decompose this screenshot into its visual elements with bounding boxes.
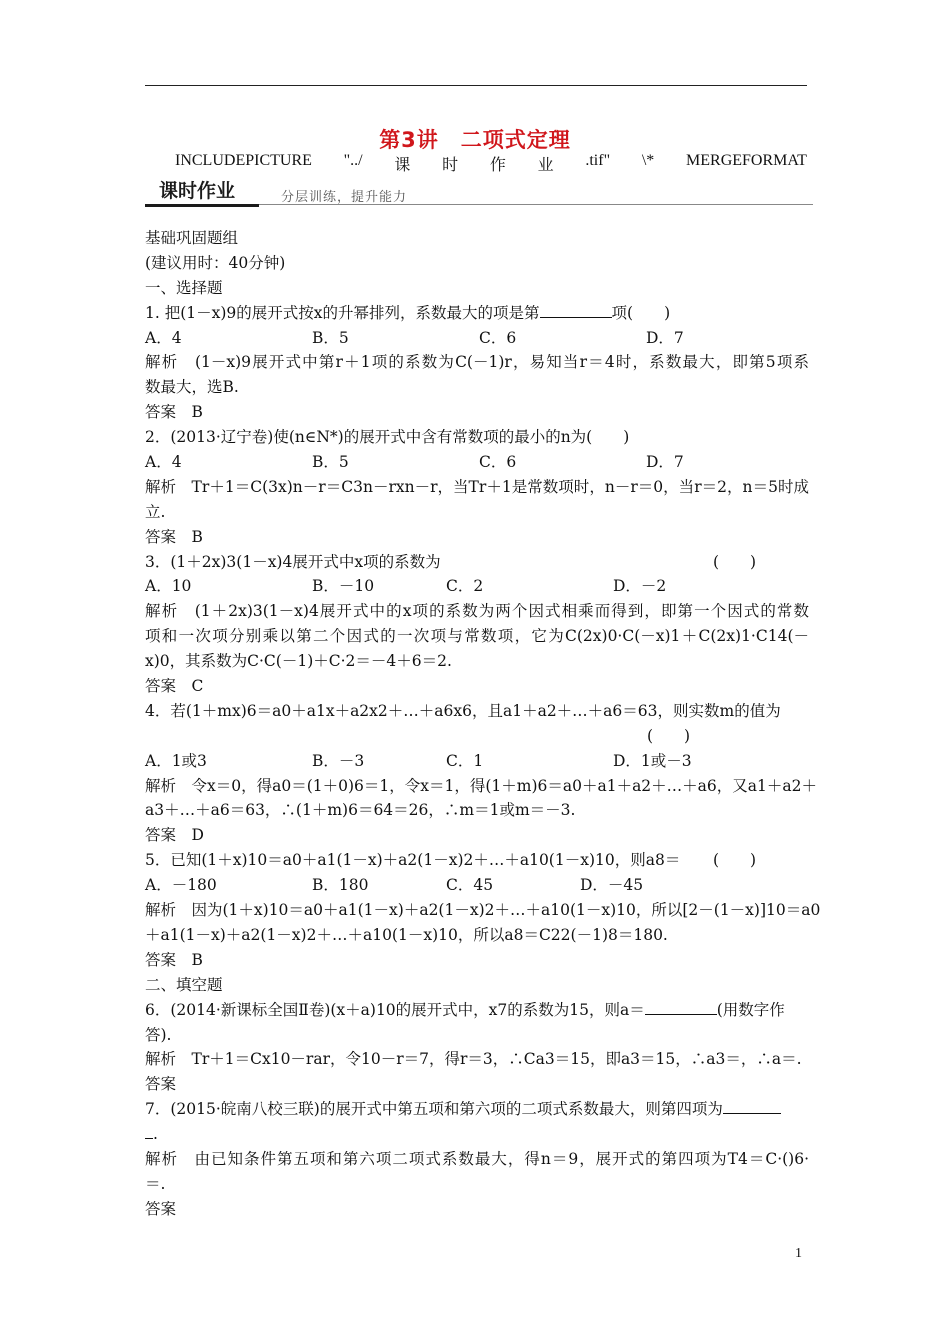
- option-a: A．4: [145, 328, 182, 347]
- question-4-options: [145, 749, 809, 774]
- section-heading: 二、填空题: [145, 975, 223, 994]
- header-rule: [145, 85, 807, 86]
- option-d: D．－45: [580, 876, 644, 895]
- answer-line: 答案 D: [145, 826, 204, 845]
- question-2-options: [145, 450, 809, 475]
- include-part: 作: [489, 157, 506, 174]
- answer-paren: ( ): [647, 726, 691, 745]
- option-b: B．5: [312, 328, 349, 347]
- question-4-paren-line: [145, 724, 809, 749]
- include-part: INCLUDEPICTURE: [175, 152, 312, 169]
- option-a: A．10: [145, 577, 192, 596]
- answer-paren: ( ): [713, 851, 757, 870]
- question-text: 项( ): [611, 303, 671, 322]
- answer-paren: ( ): [713, 552, 757, 571]
- answer-line: 答案 B: [145, 950, 203, 969]
- question-text: 3．(1＋2x)3(1－x)4展开式中x项的系数为: [145, 552, 441, 571]
- answer-blank: [645, 998, 717, 1015]
- option-a: A．4: [145, 453, 182, 472]
- section-heading: 一、选择题: [145, 278, 223, 297]
- question-4-stem: 4．若(1＋mx)6＝a0＋a1x＋a2x2＋…＋a6x6，且a1＋a2＋…＋a6＝63，则实数m的值为: [145, 701, 781, 720]
- option-d: D．7: [646, 328, 684, 347]
- question-text: 6．(2014·新课标全国Ⅱ卷)(x＋a)10的展开式中，x7的系数为15，则a＝: [145, 1000, 645, 1019]
- include-part: 课: [394, 157, 411, 174]
- question-6-stem: [145, 998, 809, 1023]
- question-7-stem: [145, 1097, 809, 1122]
- exercise-body: [145, 226, 821, 1222]
- answer-line: 答案 B: [145, 403, 203, 422]
- solution-line: 解析 (1－x)9展开式中第r＋1项的系数为C(－1)r，易知当r＝4时，系数最大，即第5项系: [145, 353, 809, 372]
- option-b: B．－10: [312, 577, 375, 596]
- solution-line: 数最大，选B.: [145, 378, 239, 397]
- question-text: 5．已知(1＋x)10＝a0＋a1(1－x)＋a2(1－x)2＋…＋a10(1－x)10，则a8＝: [145, 851, 681, 870]
- solution-line: x)0，其系数为C·C(－1)＋C·2＝－4＋6＝2.: [145, 652, 452, 671]
- solution-line: 解析 (1＋2x)3(1－x)4展开式中的x项的系数为两个因式相乘而得到，即第一个因式的常数: [145, 602, 809, 621]
- question-5-stem: [145, 848, 809, 873]
- answer-line: 答案 C: [145, 677, 204, 696]
- option-c: C．2: [446, 577, 484, 596]
- answer-blank: [145, 1122, 153, 1139]
- include-part: 时: [442, 157, 459, 174]
- banner-underline: [145, 204, 259, 207]
- include-part: \*: [641, 152, 655, 169]
- option-b: B．5: [312, 453, 349, 472]
- include-part: 业: [537, 157, 554, 174]
- solution-line: 解析 Tr＋1＝C(3x)n－r＝C3n－rxn－r，当Tr＋1是常数项时，n－r＝0，当r＝2，n＝5时成: [145, 477, 809, 496]
- question-1-options: [145, 326, 809, 351]
- question-2-stem: 2．(2013·辽宁卷)使(n∈N*)的展开式中含有常数项的最小的n为( ): [145, 428, 630, 447]
- question-5-options: [145, 873, 809, 898]
- question-3-stem: [145, 550, 809, 575]
- solution-line: a3＋…＋a6＝63，∴(1＋m)6＝64＝26，∴m＝1或m＝－3.: [145, 801, 576, 820]
- page-title: 第3讲 二项式定理: [379, 128, 571, 152]
- include-part: "../: [343, 152, 363, 169]
- homework-banner: [145, 178, 813, 210]
- option-c: C．45: [446, 876, 494, 895]
- suggested-time: (建议用时：40分钟): [145, 253, 286, 272]
- option-b: B．180: [312, 876, 369, 895]
- solution-line: 解析 由已知条件第五项和第六项二项式系数最大，得n＝9，展开式的第四项为T4＝C·()6·: [145, 1149, 809, 1168]
- option-a: A．－180: [145, 876, 217, 895]
- solution-line: 解析 令x＝0，得a0＝(1＋0)6＝1，令x＝1，得(1＋m)6＝a0＋a1＋a2＋…＋a6，又a1＋a2＋: [145, 776, 817, 795]
- include-field-code: [175, 152, 807, 175]
- question-6-stem-cont: 答).: [145, 1025, 172, 1044]
- option-d: D．7: [646, 453, 684, 472]
- include-part: MERGEFORMAT: [686, 152, 807, 169]
- option-c: C．6: [479, 453, 517, 472]
- answer-line: 答案: [145, 1075, 177, 1094]
- option-c: C．6: [479, 328, 517, 347]
- group-heading: 基础巩固题组: [145, 229, 239, 247]
- option-d: D．1或－3: [613, 751, 692, 770]
- option-b: B．－3: [312, 751, 365, 770]
- question-text: 7．(2015·皖南八校三联)的展开式中第五项和第六项的二项式系数最大，则第四项为: [145, 1100, 723, 1119]
- question-3-options: [145, 574, 809, 599]
- solution-line: ＋a1(1－x)＋a2(1－x)2＋…＋a10(1－x)10，所以a8＝C22(－1)8＝180.: [145, 925, 668, 944]
- solution-line: 立.: [145, 502, 166, 521]
- answer-line: 答案 B: [145, 527, 203, 546]
- answer-blank: [723, 1097, 781, 1114]
- option-a: A．1或3: [145, 751, 207, 770]
- question-7-stem-cont: [145, 1122, 809, 1147]
- banner-title: 课时作业: [159, 180, 236, 202]
- answer-blank: [540, 301, 612, 318]
- option-c: C．1: [446, 751, 484, 770]
- option-d: D．－2: [613, 577, 667, 596]
- question-text: .: [153, 1125, 158, 1144]
- solution-line: 项和一次项分别乘以第二个因式的一次项与常数项，它为C(2x)0·C(－x)1＋C(2x)1·C14(－: [145, 627, 809, 646]
- question-text: 1. 把(1－x)9的展开式按x的升幂排列，系数最大的项是第: [145, 303, 540, 322]
- include-part: .tif": [585, 152, 611, 169]
- solution-line: ＝.: [145, 1174, 166, 1193]
- question-1-stem: [145, 301, 809, 326]
- page-number: 1: [795, 1246, 802, 1261]
- solution-line: 解析 Tr＋1＝Cx10－rar，令10－r＝7，得r＝3，∴Ca3＝15，即a3＝15，∴a3＝，∴a＝.: [145, 1050, 802, 1069]
- answer-line: 答案: [145, 1199, 177, 1218]
- banner-subtitle: 分层训练，提升能力: [281, 190, 408, 205]
- question-text: (用数字作: [716, 1000, 785, 1019]
- solution-line: 解析 因为(1＋x)10＝a0＋a1(1－x)＋a2(1－x)2＋…＋a10(1－x)10，所以[2－(1－x)]10＝a0: [145, 901, 821, 920]
